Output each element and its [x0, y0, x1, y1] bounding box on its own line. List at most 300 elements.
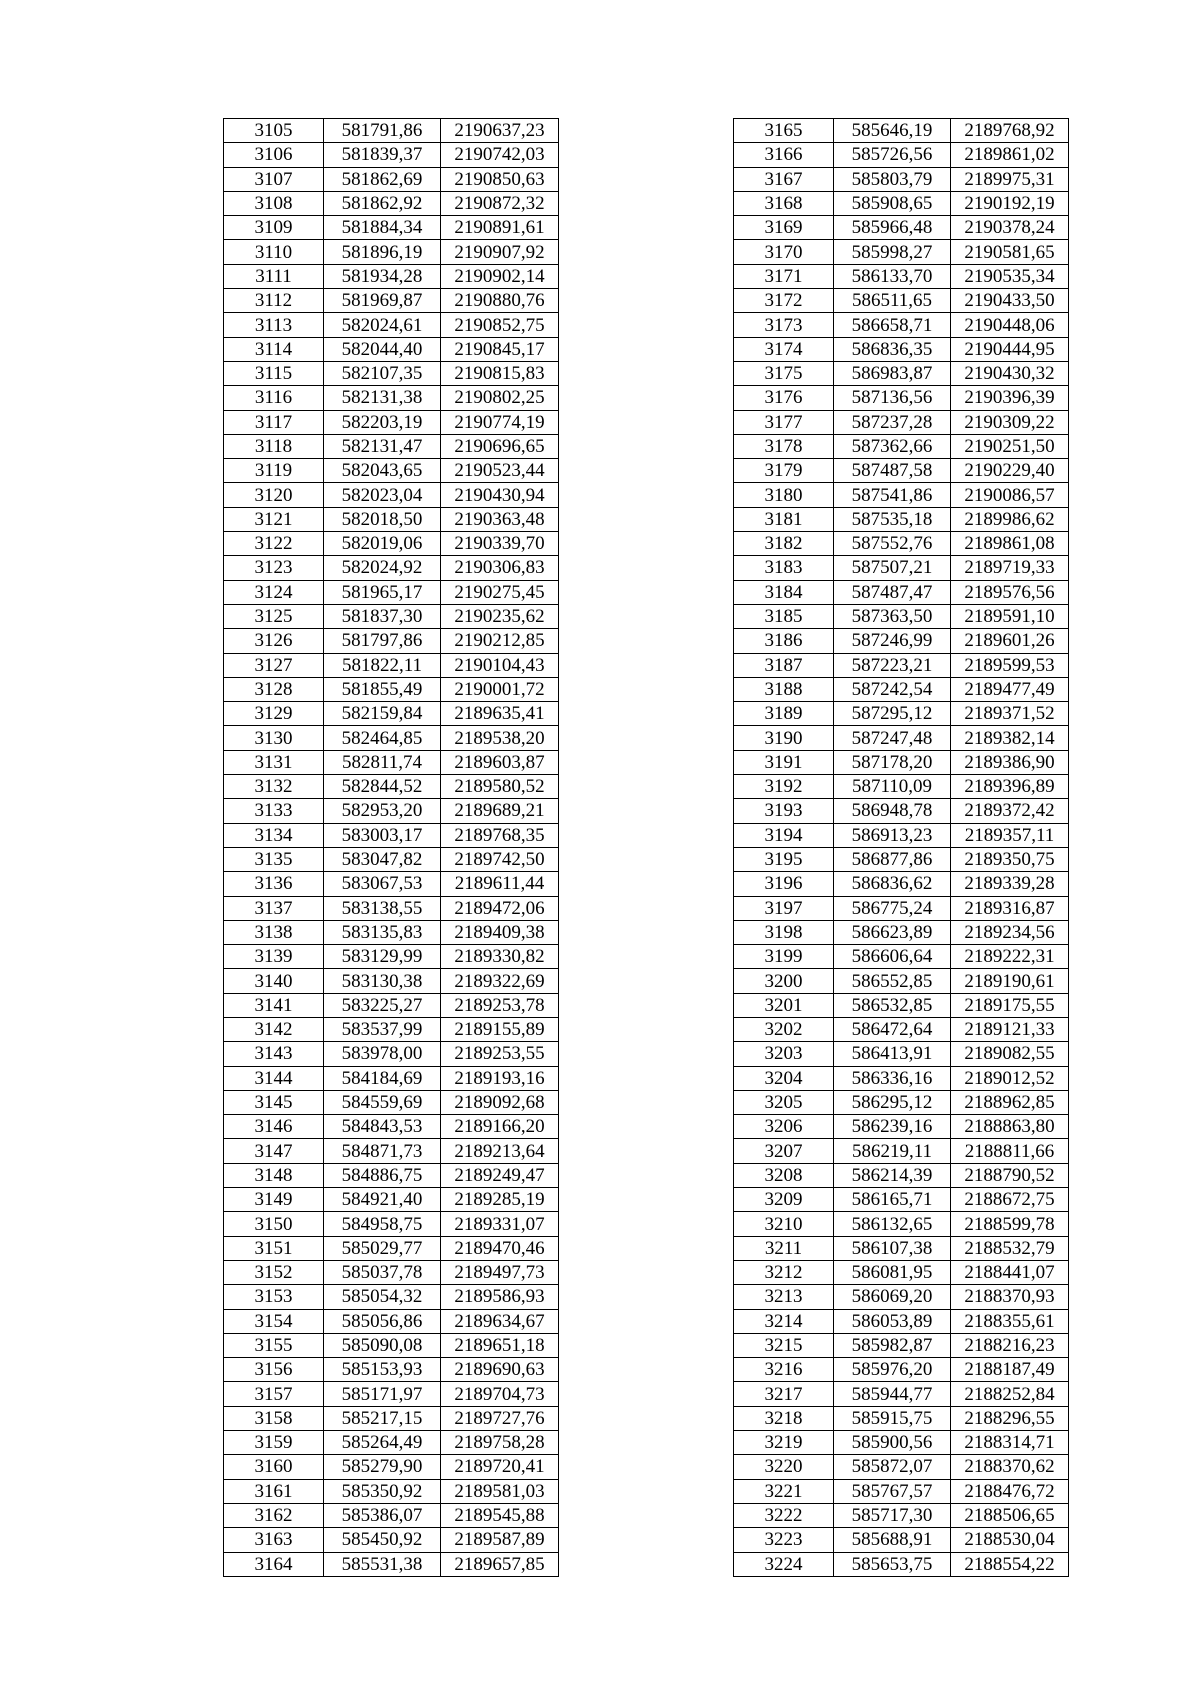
y-coordinate-cell: 2190637,23 [441, 119, 559, 143]
y-coordinate-cell: 2188476,72 [951, 1479, 1069, 1503]
y-coordinate-cell: 2189193,16 [441, 1066, 559, 1090]
table-row [224, 1528, 559, 1552]
x-coordinate-cell: 585350,92 [324, 1479, 441, 1503]
point-number-cell: 3117 [224, 410, 324, 434]
y-coordinate-cell: 2189371,52 [951, 702, 1069, 726]
table-row [224, 1431, 559, 1455]
point-number-cell: 3113 [224, 313, 324, 337]
point-number-cell: 3131 [224, 750, 324, 774]
x-coordinate-cell: 585908,65 [834, 191, 951, 215]
point-number-cell: 3133 [224, 799, 324, 823]
y-coordinate-cell: 2190235,62 [441, 604, 559, 628]
point-number-cell: 3107 [224, 167, 324, 191]
y-coordinate-cell: 2189386,90 [951, 750, 1069, 774]
table-row [224, 969, 559, 993]
y-coordinate-cell: 2188296,55 [951, 1406, 1069, 1430]
y-coordinate-cell: 2189155,89 [441, 1017, 559, 1041]
x-coordinate-cell: 586053,89 [834, 1309, 951, 1333]
y-coordinate-cell: 2190309,22 [951, 410, 1069, 434]
x-coordinate-cell: 583067,53 [324, 872, 441, 896]
table-row [734, 896, 1069, 920]
x-coordinate-cell: 581855,49 [324, 677, 441, 701]
point-number-cell: 3148 [224, 1163, 324, 1187]
x-coordinate-cell: 583978,00 [324, 1042, 441, 1066]
table-row [224, 289, 559, 313]
y-coordinate-cell: 2189601,26 [951, 629, 1069, 653]
x-coordinate-cell: 586606,64 [834, 945, 951, 969]
point-number-cell: 3155 [224, 1333, 324, 1357]
x-coordinate-cell: 585915,75 [834, 1406, 951, 1430]
point-number-cell: 3189 [734, 702, 834, 726]
x-coordinate-cell: 586107,38 [834, 1236, 951, 1260]
point-number-cell: 3224 [734, 1552, 834, 1576]
x-coordinate-cell: 582464,85 [324, 726, 441, 750]
point-number-cell: 3154 [224, 1309, 324, 1333]
y-coordinate-cell: 2189580,52 [441, 775, 559, 799]
y-coordinate-cell: 2188506,65 [951, 1503, 1069, 1527]
y-coordinate-cell: 2190535,34 [951, 264, 1069, 288]
y-coordinate-cell: 2190306,83 [441, 556, 559, 580]
point-number-cell: 3121 [224, 507, 324, 531]
point-number-cell: 3165 [734, 119, 834, 143]
y-coordinate-cell: 2189599,53 [951, 653, 1069, 677]
y-coordinate-cell: 2190363,48 [441, 507, 559, 531]
table-row [224, 1017, 559, 1041]
x-coordinate-cell: 587363,50 [834, 604, 951, 628]
x-coordinate-cell: 581839,37 [324, 143, 441, 167]
point-number-cell: 3152 [224, 1260, 324, 1284]
y-coordinate-cell: 2189331,07 [441, 1212, 559, 1236]
point-number-cell: 3218 [734, 1406, 834, 1430]
point-number-cell: 3182 [734, 532, 834, 556]
y-coordinate-cell: 2190581,65 [951, 240, 1069, 264]
y-coordinate-cell: 2189234,56 [951, 920, 1069, 944]
point-number-cell: 3197 [734, 896, 834, 920]
y-coordinate-cell: 2189719,33 [951, 556, 1069, 580]
table-row [224, 653, 559, 677]
point-number-cell: 3192 [734, 775, 834, 799]
x-coordinate-cell: 586658,71 [834, 313, 951, 337]
point-number-cell: 3137 [224, 896, 324, 920]
table-row [224, 313, 559, 337]
y-coordinate-cell: 2188216,23 [951, 1333, 1069, 1357]
table-row [734, 119, 1069, 143]
point-number-cell: 3110 [224, 240, 324, 264]
point-number-cell: 3199 [734, 945, 834, 969]
y-coordinate-cell: 2190378,24 [951, 216, 1069, 240]
point-number-cell: 3194 [734, 823, 834, 847]
y-coordinate-cell: 2189975,31 [951, 167, 1069, 191]
x-coordinate-cell: 585037,78 [324, 1260, 441, 1284]
x-coordinate-cell: 586219,11 [834, 1139, 951, 1163]
y-coordinate-cell: 2190696,65 [441, 434, 559, 458]
y-coordinate-cell: 2189322,69 [441, 969, 559, 993]
x-coordinate-cell: 584871,73 [324, 1139, 441, 1163]
point-number-cell: 3160 [224, 1455, 324, 1479]
table-row [734, 1066, 1069, 1090]
y-coordinate-cell: 2190742,03 [441, 143, 559, 167]
table-row [224, 580, 559, 604]
point-number-cell: 3120 [224, 483, 324, 507]
x-coordinate-cell: 584958,75 [324, 1212, 441, 1236]
table-row [734, 410, 1069, 434]
x-coordinate-cell: 582159,84 [324, 702, 441, 726]
y-coordinate-cell: 2188370,93 [951, 1285, 1069, 1309]
point-number-cell: 3144 [224, 1066, 324, 1090]
x-coordinate-cell: 581969,87 [324, 289, 441, 313]
table-row [734, 167, 1069, 191]
point-number-cell: 3157 [224, 1382, 324, 1406]
point-number-cell: 3208 [734, 1163, 834, 1187]
y-coordinate-cell: 2189253,78 [441, 993, 559, 1017]
y-coordinate-cell: 2190104,43 [441, 653, 559, 677]
y-coordinate-cell: 2189586,93 [441, 1285, 559, 1309]
point-number-cell: 3136 [224, 872, 324, 896]
table-row [224, 410, 559, 434]
x-coordinate-cell: 586081,95 [834, 1260, 951, 1284]
table-row [224, 240, 559, 264]
y-coordinate-cell: 2189253,55 [441, 1042, 559, 1066]
y-coordinate-cell: 2189330,82 [441, 945, 559, 969]
point-number-cell: 3145 [224, 1090, 324, 1114]
y-coordinate-cell: 2189758,28 [441, 1431, 559, 1455]
y-coordinate-cell: 2190852,75 [441, 313, 559, 337]
point-number-cell: 3207 [734, 1139, 834, 1163]
x-coordinate-cell: 585217,15 [324, 1406, 441, 1430]
table-row [734, 240, 1069, 264]
point-number-cell: 3222 [734, 1503, 834, 1527]
y-coordinate-cell: 2189175,55 [951, 993, 1069, 1017]
table-row [224, 1260, 559, 1284]
point-number-cell: 3205 [734, 1090, 834, 1114]
table-row [734, 945, 1069, 969]
point-number-cell: 3177 [734, 410, 834, 434]
y-coordinate-cell: 2189591,10 [951, 604, 1069, 628]
y-coordinate-cell: 2190444,95 [951, 337, 1069, 361]
point-number-cell: 3206 [734, 1115, 834, 1139]
table-row [224, 507, 559, 531]
x-coordinate-cell: 587541,86 [834, 483, 951, 507]
table-row [734, 337, 1069, 361]
point-number-cell: 3106 [224, 143, 324, 167]
point-number-cell: 3188 [734, 677, 834, 701]
x-coordinate-cell: 587507,21 [834, 556, 951, 580]
y-coordinate-cell: 2190433,50 [951, 289, 1069, 313]
y-coordinate-cell: 2190275,45 [441, 580, 559, 604]
table-row [734, 1552, 1069, 1576]
point-number-cell: 3214 [734, 1309, 834, 1333]
table-row [224, 483, 559, 507]
x-coordinate-cell: 585264,49 [324, 1431, 441, 1455]
y-coordinate-cell: 2188811,66 [951, 1139, 1069, 1163]
y-coordinate-cell: 2189121,33 [951, 1017, 1069, 1041]
point-number-cell: 3187 [734, 653, 834, 677]
table-row [224, 264, 559, 288]
point-number-cell: 3172 [734, 289, 834, 313]
point-number-cell: 3175 [734, 361, 834, 385]
x-coordinate-cell: 585982,87 [834, 1333, 951, 1357]
y-coordinate-cell: 2189470,46 [441, 1236, 559, 1260]
point-number-cell: 3141 [224, 993, 324, 1017]
x-coordinate-cell: 585688,91 [834, 1528, 951, 1552]
table-row [734, 1163, 1069, 1187]
x-coordinate-cell: 586413,91 [834, 1042, 951, 1066]
point-number-cell: 3170 [734, 240, 834, 264]
table-row [224, 702, 559, 726]
point-number-cell: 3114 [224, 337, 324, 361]
y-coordinate-cell: 2189768,35 [441, 823, 559, 847]
point-number-cell: 3174 [734, 337, 834, 361]
y-coordinate-cell: 2190774,19 [441, 410, 559, 434]
point-number-cell: 3151 [224, 1236, 324, 1260]
x-coordinate-cell: 582043,65 [324, 459, 441, 483]
point-number-cell: 3180 [734, 483, 834, 507]
table-row [734, 1139, 1069, 1163]
point-number-cell: 3109 [224, 216, 324, 240]
x-coordinate-cell: 586165,71 [834, 1188, 951, 1212]
point-number-cell: 3209 [734, 1188, 834, 1212]
x-coordinate-cell: 587487,47 [834, 580, 951, 604]
point-number-cell: 3217 [734, 1382, 834, 1406]
table-row [224, 726, 559, 750]
point-number-cell: 3204 [734, 1066, 834, 1090]
point-number-cell: 3211 [734, 1236, 834, 1260]
point-number-cell: 3220 [734, 1455, 834, 1479]
y-coordinate-cell: 2190907,92 [441, 240, 559, 264]
coordinates-table-left-body [224, 119, 559, 1577]
y-coordinate-cell: 2189372,42 [951, 799, 1069, 823]
point-number-cell: 3130 [224, 726, 324, 750]
table-row [224, 119, 559, 143]
x-coordinate-cell: 587223,21 [834, 653, 951, 677]
y-coordinate-cell: 2189316,87 [951, 896, 1069, 920]
point-number-cell: 3135 [224, 847, 324, 871]
y-coordinate-cell: 2188187,49 [951, 1358, 1069, 1382]
x-coordinate-cell: 586775,24 [834, 896, 951, 920]
x-coordinate-cell: 585872,07 [834, 1455, 951, 1479]
table-row [734, 1090, 1069, 1114]
y-coordinate-cell: 2189861,08 [951, 532, 1069, 556]
point-number-cell: 3115 [224, 361, 324, 385]
table-row [224, 216, 559, 240]
y-coordinate-cell: 2188530,04 [951, 1528, 1069, 1552]
y-coordinate-cell: 2188672,75 [951, 1188, 1069, 1212]
table-row [224, 1066, 559, 1090]
table-row [224, 920, 559, 944]
point-number-cell: 3212 [734, 1260, 834, 1284]
y-coordinate-cell: 2190339,70 [441, 532, 559, 556]
table-row [734, 143, 1069, 167]
x-coordinate-cell: 581791,86 [324, 119, 441, 143]
table-row [224, 1139, 559, 1163]
table-row [734, 799, 1069, 823]
point-number-cell: 3118 [224, 434, 324, 458]
x-coordinate-cell: 583129,99 [324, 945, 441, 969]
y-coordinate-cell: 2188370,62 [951, 1455, 1069, 1479]
point-number-cell: 3210 [734, 1212, 834, 1236]
y-coordinate-cell: 2189727,76 [441, 1406, 559, 1430]
y-coordinate-cell: 2190850,63 [441, 167, 559, 191]
x-coordinate-cell: 585171,97 [324, 1382, 441, 1406]
coordinates-table-left [223, 118, 559, 1577]
y-coordinate-cell: 2188863,80 [951, 1115, 1069, 1139]
y-coordinate-cell: 2189350,75 [951, 847, 1069, 871]
point-number-cell: 3178 [734, 434, 834, 458]
table-row [734, 847, 1069, 871]
table-row [224, 945, 559, 969]
point-number-cell: 3215 [734, 1333, 834, 1357]
table-row [734, 556, 1069, 580]
x-coordinate-cell: 585531,38 [324, 1552, 441, 1576]
table-row [734, 434, 1069, 458]
x-coordinate-cell: 586472,64 [834, 1017, 951, 1041]
table-row [224, 532, 559, 556]
table-row [224, 1333, 559, 1357]
x-coordinate-cell: 587247,48 [834, 726, 951, 750]
table-row [734, 1236, 1069, 1260]
table-row [734, 1528, 1069, 1552]
x-coordinate-cell: 581896,19 [324, 240, 441, 264]
y-coordinate-cell: 2190086,57 [951, 483, 1069, 507]
y-coordinate-cell: 2189285,19 [441, 1188, 559, 1212]
table-row [224, 677, 559, 701]
y-coordinate-cell: 2189603,87 [441, 750, 559, 774]
x-coordinate-cell: 581837,30 [324, 604, 441, 628]
x-coordinate-cell: 586511,65 [834, 289, 951, 313]
point-number-cell: 3161 [224, 1479, 324, 1503]
table-row [224, 629, 559, 653]
table-row [224, 993, 559, 1017]
x-coordinate-cell: 585726,56 [834, 143, 951, 167]
table-row [734, 653, 1069, 677]
x-coordinate-cell: 585090,08 [324, 1333, 441, 1357]
x-coordinate-cell: 586069,20 [834, 1285, 951, 1309]
point-number-cell: 3116 [224, 386, 324, 410]
x-coordinate-cell: 587552,76 [834, 532, 951, 556]
x-coordinate-cell: 582044,40 [324, 337, 441, 361]
x-coordinate-cell: 586133,70 [834, 264, 951, 288]
x-coordinate-cell: 586295,12 [834, 1090, 951, 1114]
x-coordinate-cell: 582953,20 [324, 799, 441, 823]
point-number-cell: 3129 [224, 702, 324, 726]
point-number-cell: 3127 [224, 653, 324, 677]
x-coordinate-cell: 581965,17 [324, 580, 441, 604]
y-coordinate-cell: 2190880,76 [441, 289, 559, 313]
x-coordinate-cell: 582811,74 [324, 750, 441, 774]
table-row [734, 313, 1069, 337]
y-coordinate-cell: 2189657,85 [441, 1552, 559, 1576]
coordinates-table-right [733, 118, 1069, 1577]
table-row [224, 1358, 559, 1382]
x-coordinate-cell: 584886,75 [324, 1163, 441, 1187]
y-coordinate-cell: 2188599,78 [951, 1212, 1069, 1236]
table-row [224, 1285, 559, 1309]
x-coordinate-cell: 586836,62 [834, 872, 951, 896]
x-coordinate-cell: 583138,55 [324, 896, 441, 920]
x-coordinate-cell: 585803,79 [834, 167, 951, 191]
x-coordinate-cell: 586214,39 [834, 1163, 951, 1187]
table-row [224, 896, 559, 920]
table-row [734, 361, 1069, 385]
table-row [224, 556, 559, 580]
point-number-cell: 3198 [734, 920, 834, 944]
y-coordinate-cell: 2189213,64 [441, 1139, 559, 1163]
table-row [734, 604, 1069, 628]
x-coordinate-cell: 583130,38 [324, 969, 441, 993]
x-coordinate-cell: 581862,69 [324, 167, 441, 191]
point-number-cell: 3203 [734, 1042, 834, 1066]
table-row [734, 1042, 1069, 1066]
y-coordinate-cell: 2189587,89 [441, 1528, 559, 1552]
table-row [224, 1188, 559, 1212]
point-number-cell: 3147 [224, 1139, 324, 1163]
point-number-cell: 3171 [734, 264, 834, 288]
point-number-cell: 3216 [734, 1358, 834, 1382]
y-coordinate-cell: 2189611,44 [441, 872, 559, 896]
x-coordinate-cell: 582023,04 [324, 483, 441, 507]
y-coordinate-cell: 2190815,83 [441, 361, 559, 385]
x-coordinate-cell: 585279,90 [324, 1455, 441, 1479]
x-coordinate-cell: 586836,35 [834, 337, 951, 361]
table-row [734, 1431, 1069, 1455]
table-row [224, 1479, 559, 1503]
table-row [734, 823, 1069, 847]
point-number-cell: 3176 [734, 386, 834, 410]
x-coordinate-cell: 587362,66 [834, 434, 951, 458]
table-row [224, 1090, 559, 1114]
table-row [224, 1163, 559, 1187]
x-coordinate-cell: 586623,89 [834, 920, 951, 944]
point-number-cell: 3150 [224, 1212, 324, 1236]
table-row [734, 969, 1069, 993]
x-coordinate-cell: 586877,86 [834, 847, 951, 871]
point-number-cell: 3158 [224, 1406, 324, 1430]
y-coordinate-cell: 2189382,14 [951, 726, 1069, 750]
y-coordinate-cell: 2188532,79 [951, 1236, 1069, 1260]
table-row [224, 1552, 559, 1576]
y-coordinate-cell: 2190523,44 [441, 459, 559, 483]
point-number-cell: 3143 [224, 1042, 324, 1066]
table-row [734, 386, 1069, 410]
x-coordinate-cell: 583047,82 [324, 847, 441, 871]
table-row [734, 1309, 1069, 1333]
y-coordinate-cell: 2189092,68 [441, 1090, 559, 1114]
y-coordinate-cell: 2189249,47 [441, 1163, 559, 1187]
table-row [734, 264, 1069, 288]
x-coordinate-cell: 587237,28 [834, 410, 951, 434]
y-coordinate-cell: 2189704,73 [441, 1382, 559, 1406]
table-row [224, 775, 559, 799]
table-row [734, 483, 1069, 507]
table-row [734, 1017, 1069, 1041]
table-row [224, 386, 559, 410]
x-coordinate-cell: 586552,85 [834, 969, 951, 993]
x-coordinate-cell: 581797,86 [324, 629, 441, 653]
y-coordinate-cell: 2188554,22 [951, 1552, 1069, 1576]
point-number-cell: 3153 [224, 1285, 324, 1309]
point-number-cell: 3183 [734, 556, 834, 580]
x-coordinate-cell: 582019,06 [324, 532, 441, 556]
table-row [734, 580, 1069, 604]
point-number-cell: 3185 [734, 604, 834, 628]
y-coordinate-cell: 2188962,85 [951, 1090, 1069, 1114]
x-coordinate-cell: 586913,23 [834, 823, 951, 847]
x-coordinate-cell: 586336,16 [834, 1066, 951, 1090]
x-coordinate-cell: 584559,69 [324, 1090, 441, 1114]
point-number-cell: 3167 [734, 167, 834, 191]
x-coordinate-cell: 582131,47 [324, 434, 441, 458]
y-coordinate-cell: 2189538,20 [441, 726, 559, 750]
